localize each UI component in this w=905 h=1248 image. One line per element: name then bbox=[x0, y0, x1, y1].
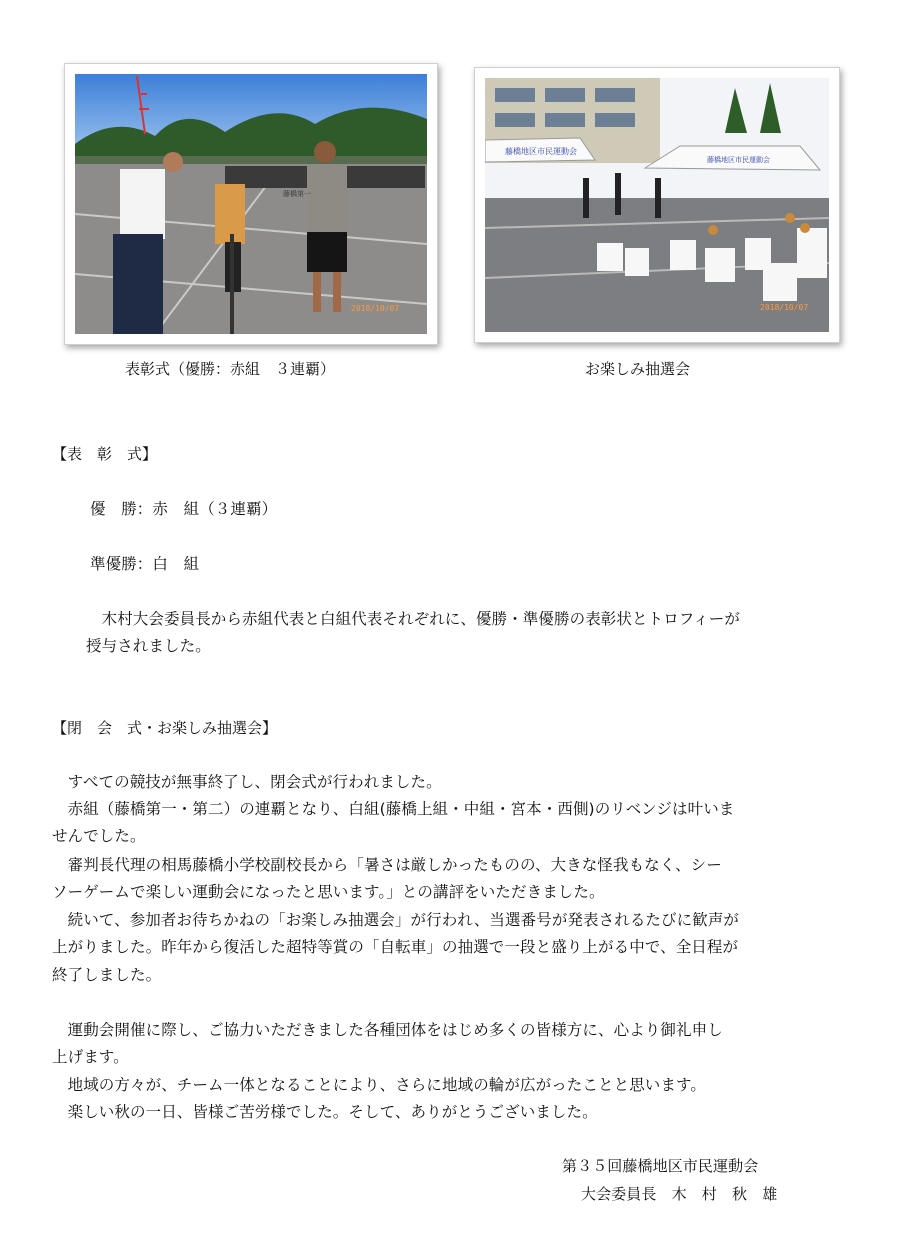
date-stamp: 2018/10/07 bbox=[351, 304, 400, 313]
closing-line-5: ソーゲームで楽しい運動会になったと思います。」との講評をいただきました。 bbox=[52, 883, 605, 901]
closing-line-3: せんでした。 bbox=[52, 827, 146, 845]
lottery-photo bbox=[474, 67, 840, 343]
lottery-photo-caption: お楽しみ抽選会 bbox=[585, 360, 691, 378]
closing-line-1: すべての競技が無事終了し、閉会式が行われました。 bbox=[52, 773, 442, 791]
award-heading: 【表 彰 式】 bbox=[52, 445, 158, 463]
award-ceremony-image bbox=[75, 74, 427, 334]
award-paragraph-line-2: 授与されました。 bbox=[86, 637, 211, 655]
closing-line-6: 続いて、参加者お待ちかねの「お楽しみ抽選会」が行われ、当選番号が発表されるたびに歓声が bbox=[52, 911, 740, 929]
committee-chair: 大会委員長 木 村 秋 雄 bbox=[581, 1185, 778, 1203]
closing-line-7: 上がりました。昨年から復活した超特等賞の「自転車」の抽選で一段と盛り上がる中で、全日程が bbox=[52, 938, 739, 956]
thanks-line-1: 運動会開催に際し、ご協力いただきました各種団体をはじめ多くの皆様方に、心より御礼申し bbox=[52, 1021, 723, 1039]
lottery-image bbox=[485, 78, 829, 332]
winner-line: 優 勝：赤 組（３連覇） bbox=[90, 500, 278, 518]
thanks-line-4: 楽しい秋の一日、皆様ご苦労様でした。そして、ありがとうございました。 bbox=[52, 1103, 598, 1121]
thanks-line-2: 上げます。 bbox=[52, 1048, 129, 1066]
tent-banner-right: 藤橋地区市民運動会 bbox=[707, 156, 770, 164]
runner-up-line: 準優勝：白 組 bbox=[90, 555, 200, 573]
tshirt-text: 藤橋第一 bbox=[283, 190, 311, 198]
closing-line-4: 審判長代理の相馬藤橋小学校副校長から「暑さは厳しかったものの、大きな怪我もなく、シー bbox=[52, 856, 722, 874]
closing-line-8: 終了しました。 bbox=[52, 966, 162, 984]
award-ceremony-photo bbox=[64, 63, 438, 345]
thanks-line-3: 地域の方々が、チーム一体となることにより、さらに地域の輪が広がったことと思います。 bbox=[52, 1076, 706, 1094]
award-paragraph-line-1: 木村大会委員長から赤組代表と白組代表それぞれに、優勝・準優勝の表彰状とトロフィーが bbox=[86, 610, 740, 628]
closing-heading: 【閉 会 式・お楽しみ抽選会】 bbox=[52, 719, 278, 737]
tent-banner-left: 藤橋地区市民運動会 bbox=[505, 147, 577, 156]
date-stamp-2: 2018/10/07 bbox=[760, 303, 809, 312]
closing-line-2: 赤組（藤橋第一・第二）の連覇となり、白組(藤橋上組・中組・宮本・西側)のリベンジは叶いま bbox=[52, 800, 735, 818]
event-name: 第３５回藤橋地区市民運動会 bbox=[562, 1157, 759, 1175]
award-photo-caption: 表彰式（優勝：赤組 ３連覇） bbox=[125, 360, 336, 378]
